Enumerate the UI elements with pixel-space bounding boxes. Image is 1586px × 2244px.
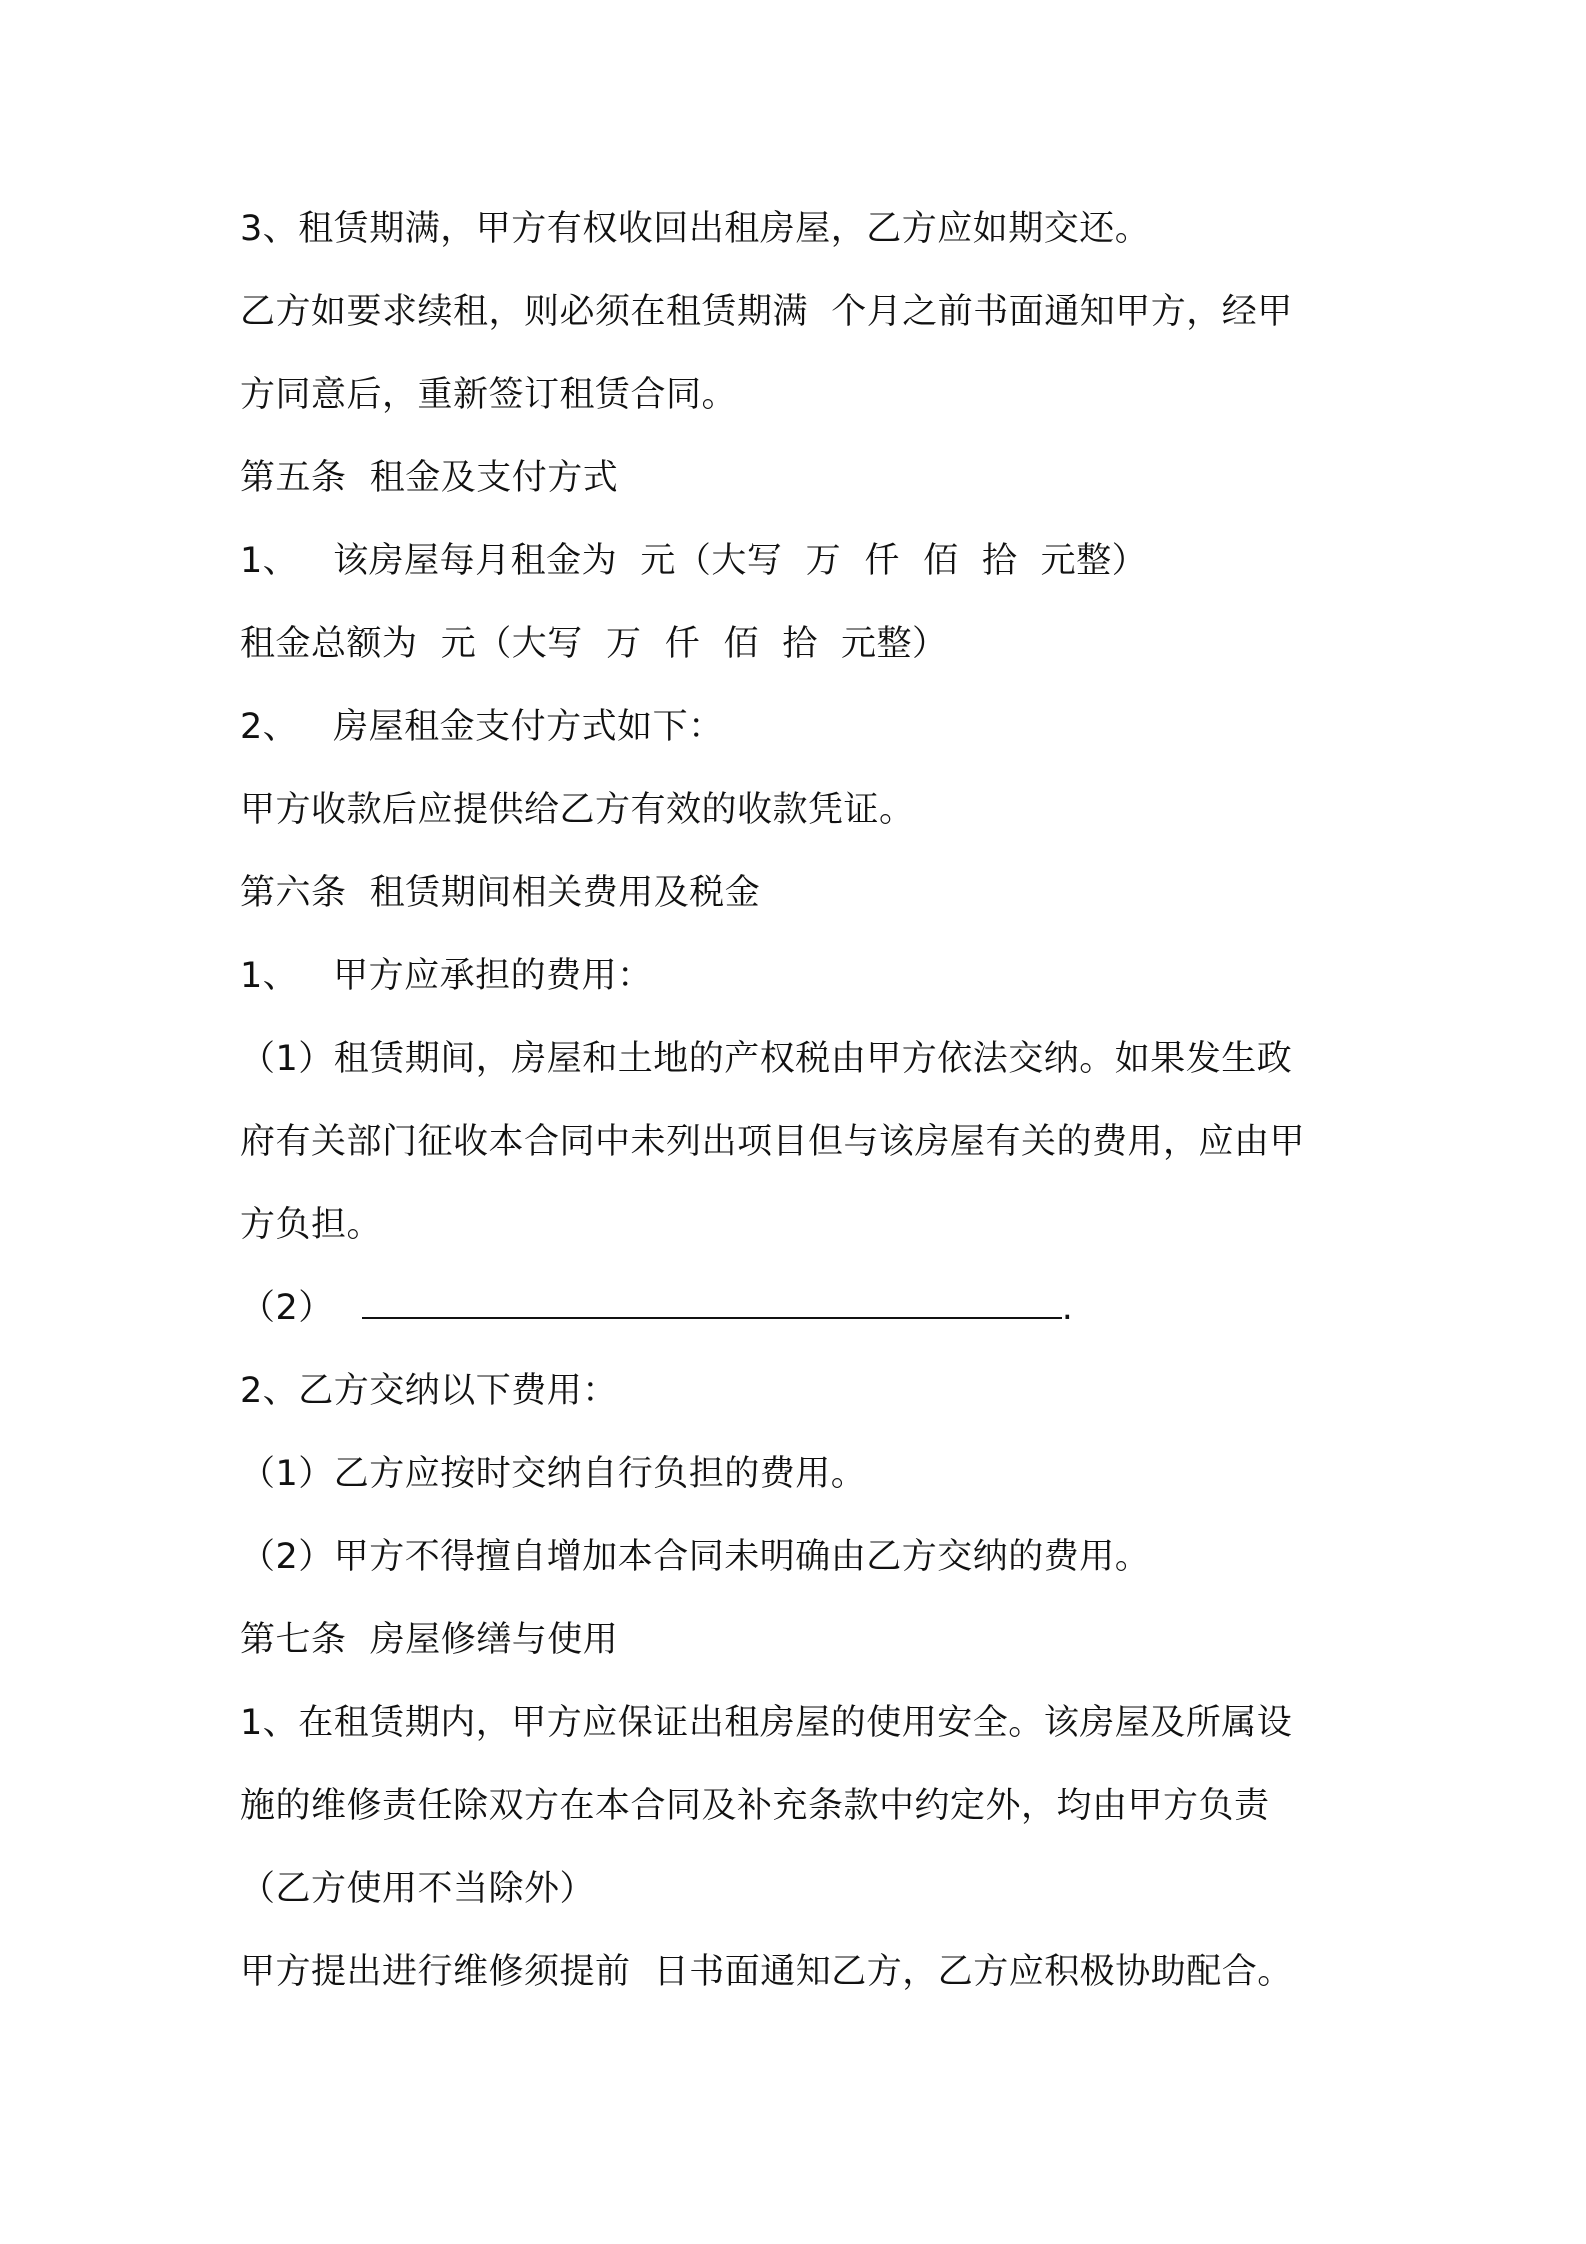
clause-4-3: 3、租赁期满，甲方有权收回出租房屋，乙方应如期交还。 xyxy=(240,209,1151,249)
clause-6-1-party-a-fees: 1、 甲方应承担的费用： xyxy=(240,956,653,996)
fill-in-blank xyxy=(362,1289,1062,1319)
repair-notice-line: 甲方提出进行维修须提前 日书面通知乙方，乙方应积极协助配合。 xyxy=(240,1952,1293,1992)
clause-6-1-1-line-3: 方负担。 xyxy=(240,1205,383,1245)
clause-7-1-line-1: 1、在租赁期内，甲方应保证出租房屋的使用安全。该房屋及所属设 xyxy=(240,1703,1293,1743)
clause-7-1-line-3: （乙方使用不当除外） xyxy=(240,1869,596,1909)
clause-5-1-monthly-rent: 1、 该房屋每月租金为 元（大写 万 仟 佰 拾 元整） xyxy=(240,541,1148,581)
receipt-line: 甲方收款后应提供给乙方有效的收款凭证。 xyxy=(240,790,915,830)
clause-6-2-party-b-fees: 2、乙方交纳以下费用： xyxy=(240,1371,618,1411)
clause-6-2-1: （1）乙方应按时交纳自行负担的费用。 xyxy=(240,1454,867,1494)
clause-5-2-payment-method: 2、 房屋租金支付方式如下： xyxy=(240,707,724,747)
clause-6-1-1-line-1: （1）租赁期间，房屋和土地的产权税由甲方依法交纳。如果发生政 xyxy=(240,1039,1293,1079)
clause-6-1-1-line-2: 府有关部门征收本合同中未列出项目但与该房屋有关的费用，应由甲 xyxy=(240,1122,1306,1162)
article-6-heading: 第六条 租赁期间相关费用及税金 xyxy=(240,873,761,913)
clause-6-2-2: （2）甲方不得擅自增加本合同未明确由乙方交纳的费用。 xyxy=(240,1537,1151,1577)
renewal-notice-line-2: 方同意后，重新签订租赁合同。 xyxy=(240,375,738,415)
article-7-heading: 第七条 房屋修缮与使用 xyxy=(240,1620,619,1660)
clause-7-1-line-2: 施的维修责任除双方在本合同及补充条款中约定外，均由甲方负责 xyxy=(240,1786,1270,1826)
article-5-heading: 第五条 租金及支付方式 xyxy=(240,458,619,498)
total-rent-line: 租金总额为 元（大写 万 仟 佰 拾 元整） xyxy=(240,624,948,664)
renewal-notice-line-1: 乙方如要求续租，则必须在租赁期满 个月之前书面通知甲方，经甲 xyxy=(240,292,1293,332)
blank-suffix: . xyxy=(1061,1288,1074,1328)
clause-6-1-2-label: （2） xyxy=(240,1288,334,1328)
clause-6-1-2-blank-line xyxy=(240,1286,1360,1330)
